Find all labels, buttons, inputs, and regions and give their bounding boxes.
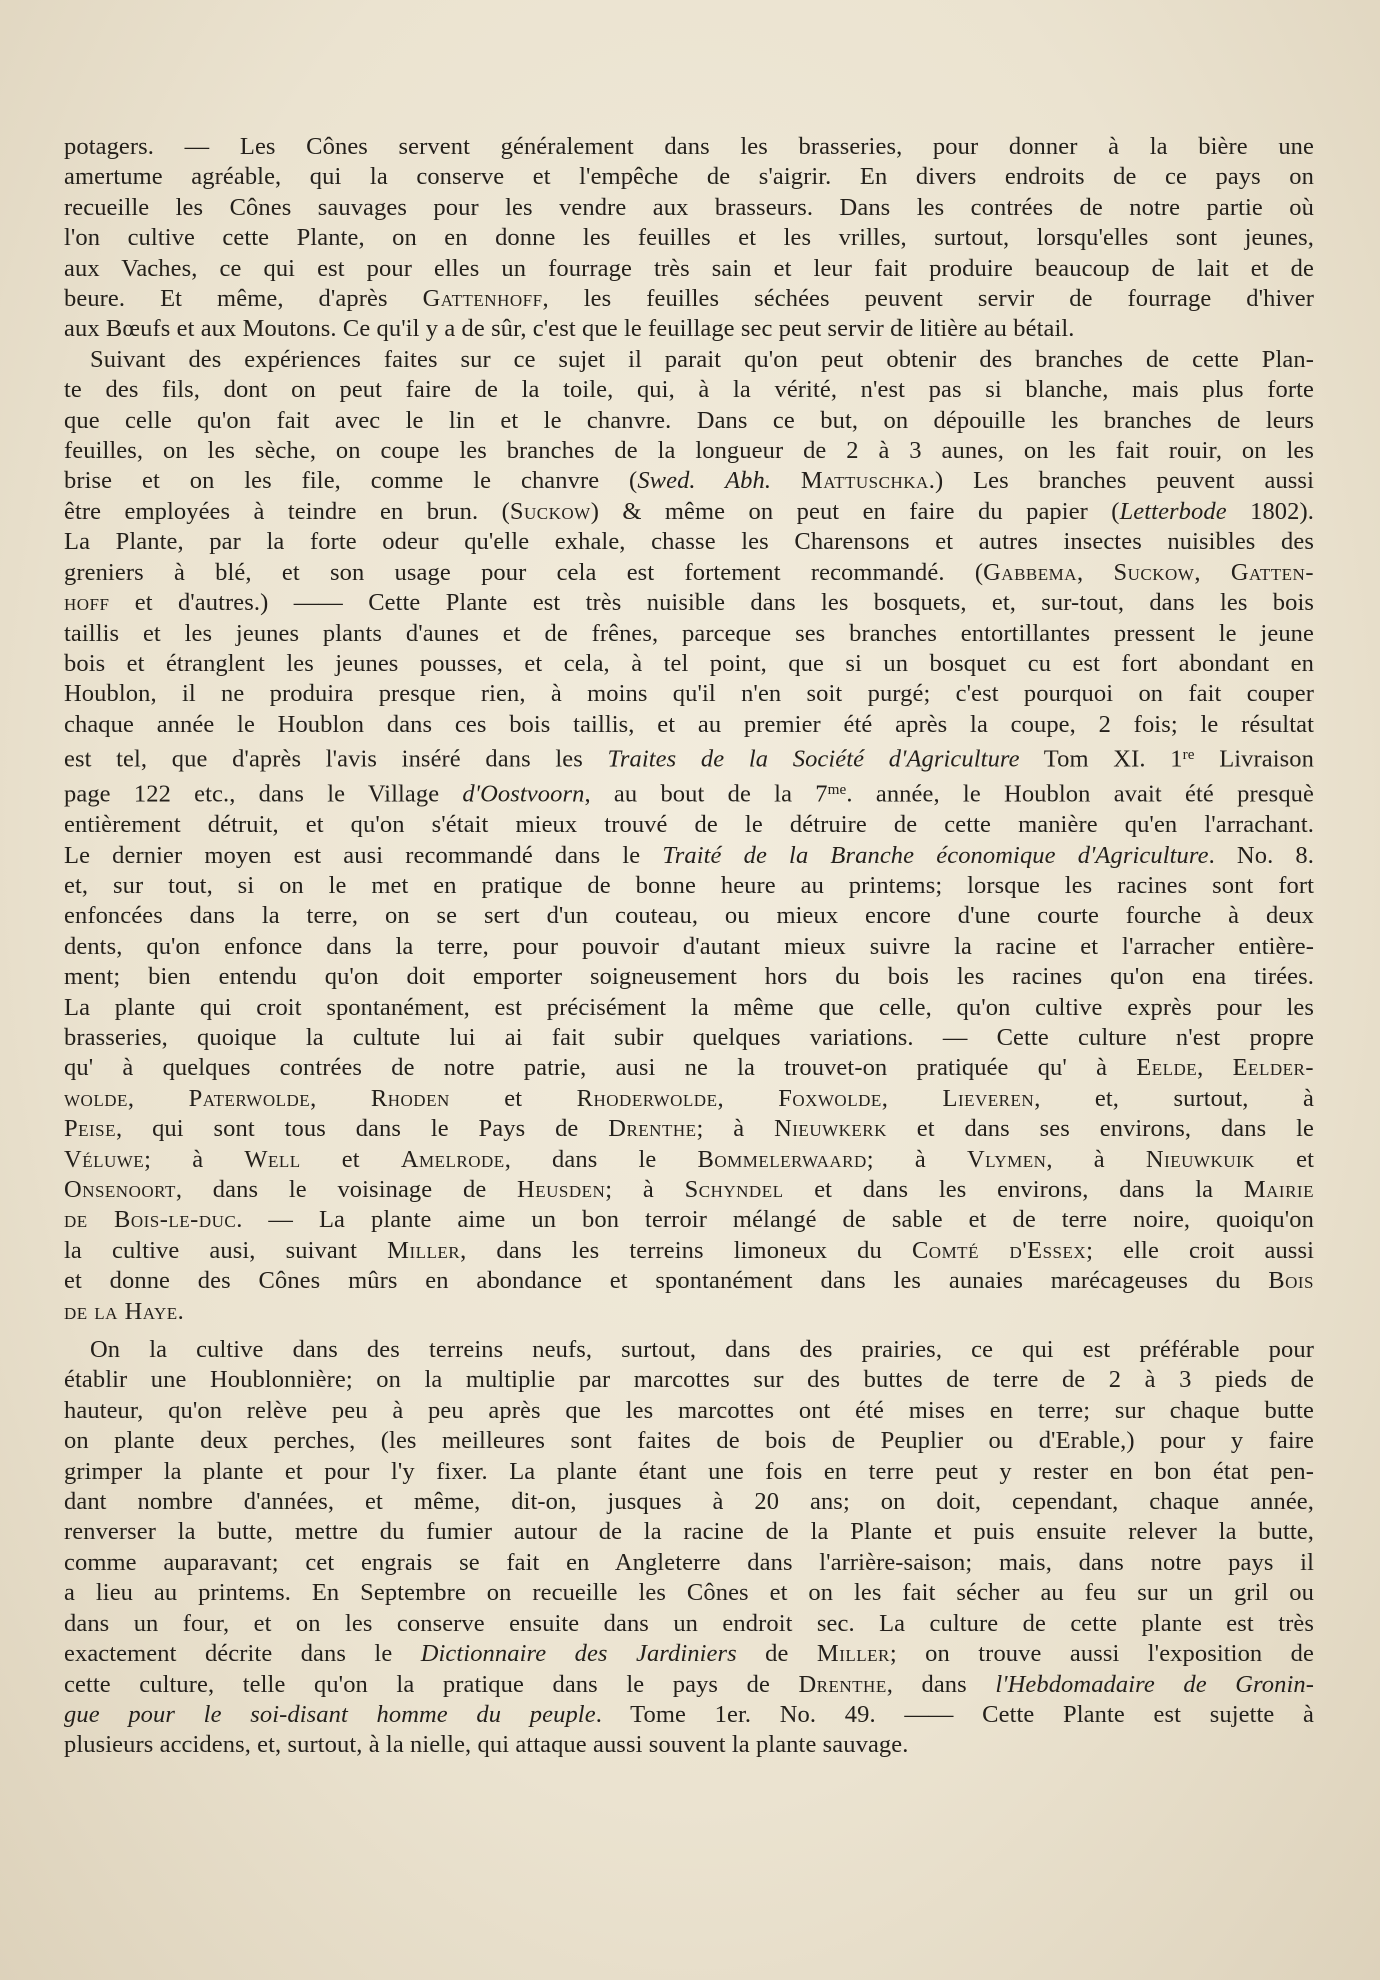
text-line: [64, 1053, 1314, 1083]
text-segment: dents, qu'on enfonce dans la terre, pour pouvoir d'autant mieux suivre la racine et l'arracher entière-: [64, 932, 1314, 960]
italic-text: Swed. Abh.: [637, 467, 772, 495]
text-line: [64, 740, 1314, 775]
text-line: [64, 1266, 1314, 1296]
paragraph-potagers: [64, 132, 1314, 345]
text-line: [64, 649, 1314, 679]
small-caps-text: Vlymen: [966, 1145, 1047, 1173]
text-line: [64, 1548, 1314, 1578]
text-segment: aux Bœufs et aux Moutons. Ce qu'il y a de sûr, c'est que le feuillage sec peut servir de litière au bétail.: [64, 315, 1075, 343]
italic-text: Traites de la Société d'Agriculture: [607, 745, 1020, 773]
small-caps-text: Lieveren: [942, 1084, 1035, 1112]
text-segment: . No. 8.: [1208, 841, 1314, 869]
text-line: [64, 932, 1314, 962]
text-segment: ; à: [696, 1115, 775, 1143]
text-segment: ; elle croit aussi: [1086, 1236, 1314, 1264]
text-segment: feuilles, on les sèche, on coupe les branches de la longueur de 2 à 3 aunes, on les fait rouir, on les: [64, 437, 1314, 465]
text-line: [64, 345, 1314, 375]
text-line: [64, 1578, 1314, 1608]
text-line: [64, 558, 1314, 588]
text-line: [64, 406, 1314, 436]
small-caps-text: Onsenoort: [64, 1176, 176, 1203]
text-line: [64, 284, 1314, 314]
text-segment: aux Vaches, ce qui est pour elles un fourrage très sain et leur fait produire beaucoup de lait et de: [64, 254, 1314, 282]
small-caps-text: Nieuwkuik: [1145, 1145, 1255, 1173]
small-caps-text: Bois: [1268, 1267, 1314, 1295]
text-segment: que celle qu'on fait avec le lin et le chanvre. Dans ce but, on dépouille les branches de leurs: [64, 406, 1314, 434]
small-caps-text: Gatten-: [1230, 558, 1314, 586]
text-segment: a lieu au printems. En Septembre on recueille les Cônes et on les fait sécher au feu sur un gril ou: [64, 1579, 1314, 1607]
text-line: [64, 132, 1314, 162]
small-caps-text: Drenthe: [798, 1670, 887, 1698]
text-segment: te des fils, dont on peut faire de la toile, qui, à la vérité, n'est pas si blanche, mais plus forte: [64, 376, 1314, 404]
text-line: [64, 1236, 1314, 1266]
text-segment: et: [1254, 1145, 1314, 1173]
small-caps-text: de Bois-le-duc: [64, 1206, 237, 1234]
small-caps-text: Amelrode: [400, 1145, 505, 1173]
text-segment: La Plante, par la forte odeur qu'elle exhale, chasse les Charensons et autres insectes nuisibles des: [64, 528, 1314, 556]
italic-text: l'Hebdomadaire de Gronin-: [995, 1670, 1314, 1698]
text-segment: beure. Et même, d'après: [64, 285, 423, 313]
text-line: [64, 1335, 1314, 1365]
text-segment: ment; bien entendu qu'on doit emporter soigneusement hors du bois les racines qu'on ena tirées.: [64, 963, 1314, 991]
text-segment: établir une Houblonnière; on la multiplie par marcottes sur des buttes de terre de 2 à 3 pieds de: [64, 1366, 1314, 1394]
text-segment: être employées à teindre en brun. (: [64, 497, 510, 525]
text-segment: page 122 etc., dans le Village: [64, 780, 463, 808]
text-segment: ,: [1197, 1054, 1233, 1082]
text-segment: Livraison: [1194, 745, 1314, 773]
text-segment: et donne des Cônes mûrs en abondance et spontanément dans les aunaies marécageuses du: [64, 1267, 1269, 1295]
small-caps-text: Miller: [816, 1640, 890, 1668]
text-segment: entièrement détruit, et qu'on s'était mieux trouvé de le détruire de cette manière qu'en l'arrachant.: [64, 811, 1314, 839]
small-caps-text: Foxwolde: [778, 1084, 882, 1112]
text-line: [64, 962, 1314, 992]
text-segment: La plante qui croit spontanément, est précisément la même que celle, qu'on cultive exprès pour les: [64, 993, 1314, 1021]
small-caps-text: Schyndel: [684, 1176, 784, 1203]
italic-text: Dictionnaire des Jardiniers: [420, 1640, 737, 1668]
text-segment: amertume agréable, qui la conserve et l'empêche de s'aigrir. En divers endroits de ce pays on: [64, 163, 1314, 191]
small-caps-text: Rhoderwolde: [576, 1084, 718, 1112]
text-line: [64, 223, 1314, 253]
text-line: [64, 901, 1314, 931]
text-line: [64, 1639, 1314, 1669]
small-caps-text: Eelde: [1136, 1054, 1198, 1082]
text-line: [64, 1145, 1314, 1175]
text-segment: ; à: [866, 1145, 967, 1173]
text-segment: . — La plante aime un bon terroir mélangé de sable et de terre noire, quoiqu'on: [236, 1206, 1314, 1234]
text-line: [64, 375, 1314, 405]
text-segment: Suivant des expériences faites sur ce sujet il parait qu'on peut obtenir des branches de cette Plan-: [90, 345, 1314, 373]
text-line: [64, 1297, 1314, 1327]
text-line: [64, 810, 1314, 840]
text-line: [64, 1114, 1314, 1144]
text-segment: . année, le Houblon avait été presquè: [846, 780, 1314, 808]
text-segment: qu' à quelques contrées de notre patrie, ausi ne la trouvet-on pratiquée qu' à: [64, 1054, 1137, 1082]
text-line: [64, 1700, 1314, 1730]
small-caps-text: Drenthe: [608, 1115, 697, 1143]
small-caps-text: Well: [244, 1145, 301, 1173]
text-segment: de: [736, 1640, 817, 1668]
text-segment: et d'autres.) —— Cette Plante est très nuisible dans les bosquets, et, sur-tout, dans les bois: [109, 589, 1314, 617]
italic-text: d'Oostvoorn: [462, 780, 585, 808]
small-caps-text: Suckow: [1113, 558, 1195, 586]
text-segment: est tel, que d'après l'avis inséré dans les: [64, 745, 608, 773]
text-line: [64, 1730, 1314, 1760]
text-line: [64, 1670, 1314, 1700]
text-segment: et dans les environs, dans la: [783, 1176, 1244, 1203]
text-segment: ,: [127, 1084, 189, 1112]
text-segment: ,: [717, 1084, 779, 1112]
text-line: [64, 679, 1314, 709]
small-caps-text: Suckow: [509, 497, 591, 525]
text-segment: on plante deux perches, (les meilleures sont faites de bois de Peuplier ou d'Erable,) pour y faire: [64, 1427, 1314, 1455]
text-segment: recueille les Cônes sauvages pour les vendre aux brasseurs. Dans les contrées de notre partie où: [64, 193, 1314, 221]
text-segment: et: [300, 1145, 401, 1173]
text-line: [64, 1457, 1314, 1487]
text-segment: . Tome 1er. No. 49. —— Cette Plante est sujette à: [595, 1700, 1314, 1728]
text-segment: taillis et les jeunes plants d'aunes et de frênes, parceque ses branches entortillantes pressent le jeune: [64, 619, 1314, 647]
text-segment: chaque année le Houblon dans ces bois taillis, et au premier été après la coupe, 2 fois; le résultat: [64, 710, 1314, 738]
text-segment: , les feuilles séchées peuvent servir de fourrage d'hiver: [542, 285, 1314, 313]
text-segment: ; à: [605, 1176, 685, 1203]
text-line: [64, 1205, 1314, 1235]
text-segment: , dans: [886, 1670, 996, 1698]
text-line: [64, 497, 1314, 527]
text-line: [64, 193, 1314, 223]
text-line: [64, 841, 1314, 871]
small-caps-text: Véluwe: [64, 1145, 145, 1173]
text-line: [64, 993, 1314, 1023]
text-segment: et, sur tout, si on le met en pratique de bonne heure au printems; lorsque les racines sont fort: [64, 871, 1314, 899]
text-segment: On la cultive dans des terreins neufs, surtout, dans des prairies, ce qui est préférable pour: [90, 1336, 1314, 1364]
text-segment: potagers. — Les Cônes servent généralement dans les brasseries, pour donner à la bière une: [64, 133, 1314, 160]
text-segment: et: [449, 1084, 577, 1112]
small-caps-text: Rhoden: [370, 1084, 450, 1112]
text-segment: ; on trouve aussi l'exposition de: [889, 1640, 1315, 1668]
text-segment: cette culture, telle qu'on la pratique dans le pays de: [64, 1670, 799, 1698]
small-caps-text: Heusden: [517, 1176, 606, 1203]
text-segment: grimper la plante et pour l'y fixer. La plante étant une fois en terre peut y rester en bon état pen-: [64, 1457, 1314, 1485]
text-segment: ) & même on peut en faire du papier (: [590, 497, 1120, 525]
text-segment: Houblon, il ne produira presque rien, à moins qu'il n'en soit purgé; c'est pourquoi on fait couper: [64, 680, 1314, 708]
small-caps-text: Gattenhoff: [422, 285, 543, 313]
text-line: [64, 1396, 1314, 1426]
text-line: [64, 775, 1314, 810]
text-segment: , et, surtout, à: [1034, 1084, 1314, 1112]
text-segment: dans un four, et on les conserve ensuite dans un endroit sec. La culture de cette plante est très: [64, 1609, 1314, 1637]
small-caps-text: Gabbema: [983, 558, 1078, 586]
italic-text: gue pour le soi-disant homme du peuple: [64, 1700, 596, 1728]
text-segment: plusieurs accidens, et, surtout, à la nielle, qui attaque aussi souvent la plante sauvage.: [64, 1731, 909, 1759]
text-segment: renverser la butte, mettre du fumier autour de la racine de la Plante et puis ensuite relever la butte,: [64, 1518, 1314, 1546]
text-line: [64, 1175, 1314, 1205]
text-segment: ,: [310, 1084, 371, 1112]
paragraph-culture: [64, 1335, 1314, 1761]
text-segment: , dans les terreins limoneux du: [460, 1236, 912, 1264]
superscript-text: re: [1182, 746, 1195, 764]
text-segment: l'on cultive cette Plante, on en donne les feuilles et les vrilles, surtout, lorsqu'elles sont jeunes,: [64, 224, 1314, 252]
small-caps-text: Nieuwkerk: [774, 1115, 887, 1143]
text-line: [64, 1487, 1314, 1517]
small-caps-text: Mairie: [1243, 1176, 1314, 1203]
text-segment: , dans le: [504, 1145, 698, 1173]
text-line: [64, 588, 1314, 618]
text-segment: comme auparavant; cet engrais se fait en Angleterre dans l'arrière-saison; mais, dans notre pays il: [64, 1548, 1314, 1576]
text-segment: greniers à blé, et son usage pour cela est fortement recommandé. (: [64, 558, 984, 586]
text-segment: Le dernier moyen est ausi recommandé dans le: [64, 841, 663, 869]
text-segment: .) Les branches peuvent aussi: [928, 467, 1314, 495]
paragraph-suivant: [64, 345, 1314, 1327]
text-segment: , dans le voisinage de: [175, 1176, 518, 1203]
small-caps-text: Mattuschka: [800, 467, 929, 495]
small-caps-text: Comté d'Essex: [911, 1236, 1087, 1264]
text-segment: , au bout de la 7: [584, 780, 828, 808]
text-line: [64, 1084, 1314, 1114]
text-block: [64, 132, 1314, 1761]
text-line: [64, 314, 1314, 344]
small-caps-text: Peise: [64, 1115, 117, 1143]
text-segment: ,: [1077, 558, 1114, 586]
text-line: [64, 710, 1314, 740]
text-segment: .: [177, 1297, 184, 1325]
text-line: [64, 1426, 1314, 1456]
text-segment: ; à: [144, 1145, 245, 1173]
text-line: [64, 1023, 1314, 1053]
text-segment: dant nombre d'années, et même, dit-on, jusques à 20 ans; on doit, cependant, chaque année,: [64, 1488, 1314, 1516]
text-segment: , qui sont tous dans le Pays de: [116, 1115, 609, 1143]
small-caps-text: Bommelerwaard: [697, 1145, 867, 1173]
small-caps-text: Paterwolde: [188, 1084, 311, 1112]
text-segment: , à: [1046, 1145, 1146, 1173]
text-segment: exactement décrite dans le: [64, 1640, 421, 1668]
italic-text: Letterbode: [1119, 497, 1227, 525]
text-line: [64, 436, 1314, 466]
text-segment: [771, 467, 801, 494]
text-segment: brasseries, quoique la cultute lui ai fait subir quelques variations. — Cette culture n'est propre: [64, 1023, 1314, 1051]
small-caps-text: de la Haye: [64, 1297, 178, 1325]
small-caps-text: hoff: [64, 589, 110, 617]
text-line: [64, 619, 1314, 649]
small-caps-text: Miller: [387, 1236, 461, 1264]
text-segment: enfoncées dans la terre, on se sert d'un couteau, ou mieux encore d'une courte fourche à deux: [64, 902, 1314, 930]
text-line: [64, 1365, 1314, 1395]
text-segment: la cultive ausi, suivant: [64, 1236, 388, 1264]
text-line: [64, 466, 1314, 496]
italic-text: Traité de la Branche économique d'Agriculture: [662, 841, 1209, 869]
text-line: [64, 871, 1314, 901]
text-segment: et dans ses environs, dans le: [886, 1115, 1314, 1143]
text-segment: brise et on les file, comme le chanvre (: [64, 467, 638, 495]
superscript-text: me: [827, 781, 847, 799]
small-caps-text: wolde: [64, 1084, 128, 1112]
text-segment: Tom XI. 1: [1019, 745, 1183, 773]
text-line: [64, 1517, 1314, 1547]
text-line: [64, 1609, 1314, 1639]
text-line: [64, 527, 1314, 557]
text-segment: hauteur, qu'on relève peu à peu après que les marcottes ont été mises en terre; sur chaque butte: [64, 1396, 1314, 1424]
text-line: [64, 254, 1314, 284]
text-line: [64, 162, 1314, 192]
text-segment: ,: [1194, 558, 1231, 586]
text-segment: ,: [881, 1084, 943, 1112]
small-caps-text: Eelder-: [1232, 1054, 1314, 1082]
text-segment: 1802).: [1226, 497, 1314, 525]
text-segment: bois et étranglent les jeunes pousses, et cela, à tel point, que si un bosquet cu est fort abondant en: [64, 649, 1314, 677]
